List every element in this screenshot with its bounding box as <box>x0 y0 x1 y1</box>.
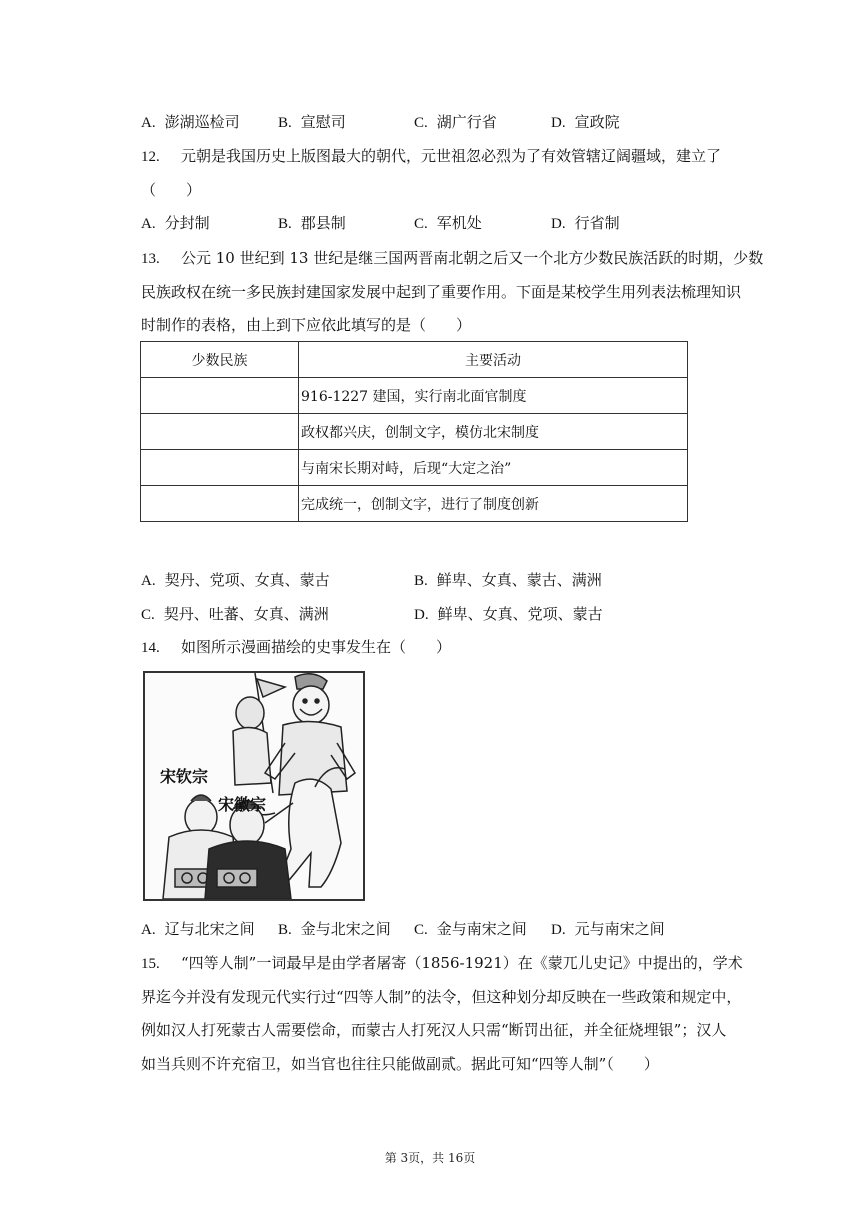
q13-option-d: D. 鲜卑、女真、党项、蒙古 <box>414 605 603 623</box>
table-cell-activity: 政权都兴庆，创制文字，模仿北宋制度 <box>299 414 688 450</box>
table-cell-ethnic <box>141 378 299 414</box>
q12-option-d: D. 行省制 <box>551 214 620 232</box>
q15-stem-line-2: 界迄今并没有发现元代实行过“四等人制”的法令，但这种划分却反映在一些政策和规定中， <box>141 988 742 1006</box>
table-cell-ethnic <box>141 414 299 450</box>
table-cell-ethnic <box>141 486 299 522</box>
table-header-ethnic: 少数民族 <box>141 342 299 378</box>
q12-option-c: C. 军机处 <box>414 214 482 232</box>
q13-option-b: B. 鲜卑、女真、蒙古、满洲 <box>414 571 602 589</box>
q14-stem: 14. 如图所示漫画描绘的史事发生在（ ） <box>141 638 452 656</box>
q14-option-a: A. 辽与北宋之间 <box>141 920 255 938</box>
q13-option-a: A. 契丹、党项、女真、蒙古 <box>141 571 330 589</box>
q14-option-d: D. 元与南宋之间 <box>551 920 665 938</box>
table-cell-activity: 完成统一，创制文字，进行了制度创新 <box>299 486 688 522</box>
table-row <box>141 378 688 414</box>
q12-option-b: B. 郡县制 <box>278 214 346 232</box>
table-cell-ethnic <box>141 450 299 486</box>
q12-stem: 12. 元朝是我国历史上版图最大的朝代，元世祖忽必烈为了有效管辖辽阔疆域，建立了 <box>141 147 722 165</box>
page-footer: 第 3页，共 16页 <box>384 1151 476 1165</box>
table-row <box>141 486 688 522</box>
cartoon-caption-huizong: 宋徽宗 <box>218 795 267 814</box>
table-row <box>141 450 688 486</box>
q14-option-b: B. 金与北宋之间 <box>278 920 391 938</box>
q13-stem-line-1: 13. 公元 10 世纪到 13 世纪是继三国两晋南北朝之后又一个北方少数民族活跃的时期，少数 <box>141 249 764 267</box>
q13-table <box>140 341 688 522</box>
table-cell-activity: 916-1227 建国，实行南北面官制度 <box>299 378 688 414</box>
q11-option-c: C. 湖广行省 <box>414 113 497 131</box>
q13-option-c: C. 契丹、吐蕃、女真、满洲 <box>141 605 329 623</box>
q11-option-d: D. 宣政院 <box>551 113 620 131</box>
cartoon-caption-qinzong: 宋钦宗 <box>160 767 209 786</box>
q15-stem-line-4: 如当兵则不许充宿卫，如当官也往往只能做副贰。据此可知“四等人制”（ ） <box>141 1055 659 1073</box>
q14-cartoon-image <box>143 671 365 901</box>
table-row <box>141 414 688 450</box>
q14-option-c: C. 金与南宋之间 <box>414 920 527 938</box>
q15-stem-line-3: 例如汉人打死蒙古人需要偿命，而蒙古人打死汉人只需“断罚出征，并全征烧埋银”；汉人 <box>141 1021 727 1039</box>
q11-option-b: B. 宣慰司 <box>278 113 346 131</box>
q11-option-a: A. 澎湖巡检司 <box>141 113 240 131</box>
q13-stem-line-3: 时制作的表格，由上到下应依此填写的是（ ） <box>141 316 472 334</box>
table-cell-activity: 与南宋长期对峙，后现“大定之治” <box>299 450 688 486</box>
q12-option-a: A. 分封制 <box>141 214 210 232</box>
q15-stem-line-1: 15. “四等人制”一词最早是由学者屠寄（1856-1921）在《蒙兀儿史记》中提出的，学术 <box>141 954 743 972</box>
q12-answer-paren: （ ） <box>141 181 202 199</box>
table-header-row <box>141 342 688 378</box>
q13-stem-line-2: 民族政权在统一多民族封建国家发展中起到了重要作用。下面是某校学生用列表法梳理知识 <box>141 283 742 301</box>
table-header-activity: 主要活动 <box>299 342 688 378</box>
